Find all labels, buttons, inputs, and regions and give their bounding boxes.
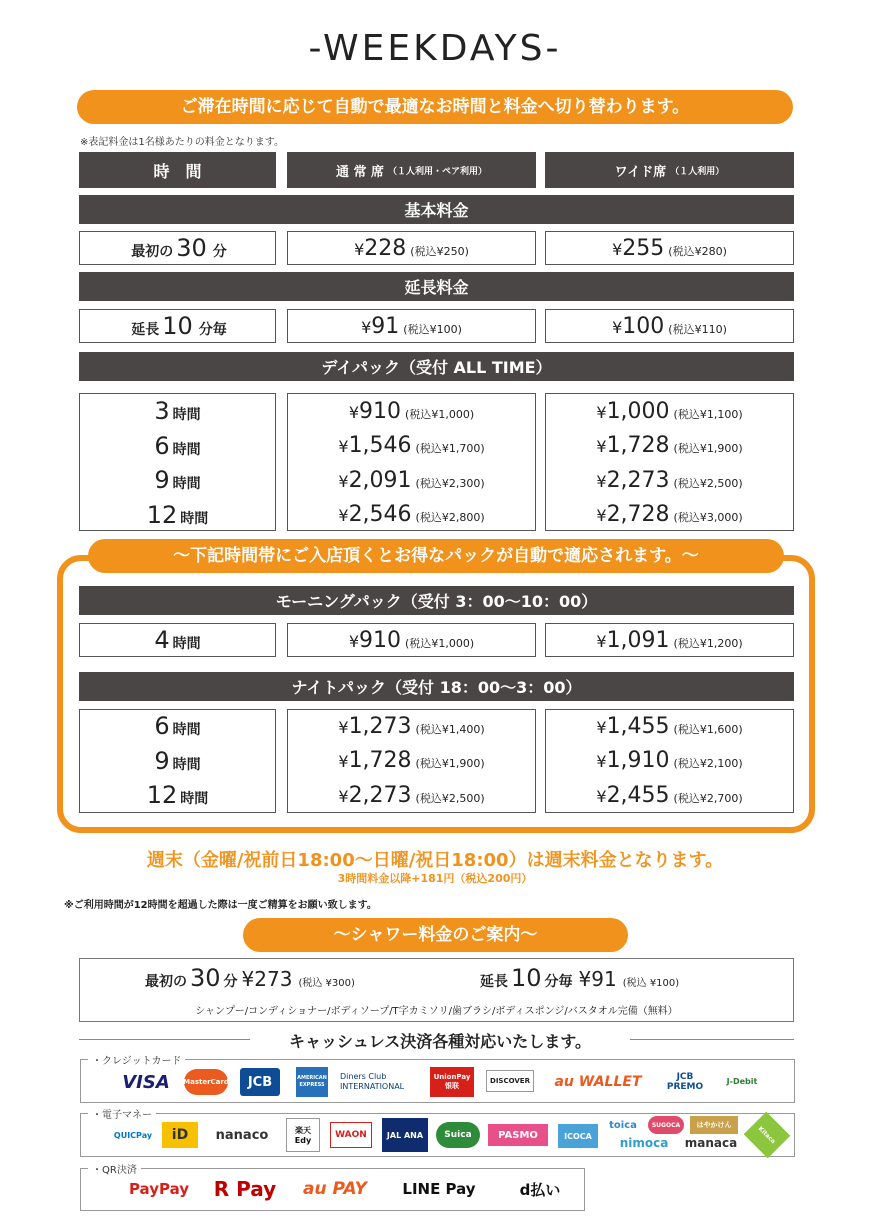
shower-first-num: 30 (190, 964, 221, 992)
extension-label (79, 309, 276, 343)
shower-ext-price: ¥91 (578, 967, 617, 991)
night-wide-cell (545, 710, 794, 742)
wide-price: 1,091 (606, 627, 670, 653)
hours-num: 4 (154, 626, 170, 654)
line-pay-logo: LINE Pay (402, 1180, 476, 1198)
hours-unit: 時間 (180, 791, 209, 807)
shower-first-tax: (税込 ¥300) (298, 978, 355, 989)
extension-normal (287, 309, 536, 343)
night-normal-cell (287, 745, 536, 777)
daypack-hours-cell (79, 499, 276, 531)
morning-normal-cell (287, 624, 536, 656)
header-time (79, 152, 276, 188)
hours-unit: 時間 (172, 636, 201, 652)
wide-price: 1,910 (606, 748, 670, 773)
wide-price: 2,455 (606, 782, 670, 808)
wide-price: 2,273 (606, 467, 670, 493)
normal-price: 910 (359, 398, 402, 424)
normal-tax: (税込¥2,500) (415, 791, 485, 805)
basic-normal-price: 228 (364, 235, 407, 261)
shower-banner: ～シャワー料金のご案内～ (243, 918, 628, 952)
shower-ext (480, 964, 679, 992)
night-hours-cell (79, 745, 276, 777)
sugoca-logo: SUGOCA (648, 1116, 684, 1134)
diners-logo: Diners Club INTERNATIONAL (340, 1072, 405, 1091)
hours-unit: 時間 (180, 510, 209, 527)
extension-heading: 延長料金 (79, 272, 794, 301)
page-title: -WEEKDAYS- (308, 28, 562, 69)
yen-sign: ¥ (338, 752, 349, 771)
daypack-heading: デイパック（受付 ALL TIME） (79, 352, 794, 381)
yen-sign: ¥ (338, 786, 349, 806)
tax-note: ※表記料金は1名様あたりの料金となります。 (80, 137, 284, 148)
header-wide (545, 152, 794, 188)
daypack-hours-cell (79, 464, 276, 496)
shower-ext-post: 分毎 (544, 974, 573, 990)
daypack-wide-cell (545, 430, 794, 462)
pasmo-logo: PASMO (488, 1124, 548, 1146)
hours-unit: 時間 (172, 441, 201, 458)
extension-label-num: 10 (162, 312, 193, 340)
night-hours-cell (79, 779, 276, 811)
id-logo: iD (162, 1122, 198, 1148)
night-wide-cell (545, 745, 794, 777)
icoca-logo: ICOCA (558, 1124, 598, 1148)
yen-sign: ¥ (596, 402, 607, 422)
hours-num: 3 (154, 397, 170, 425)
wide-price: 2,728 (606, 502, 670, 527)
hours-num: 9 (154, 746, 170, 775)
daypack-normal-cell (287, 464, 536, 496)
yen-sign: ¥ (596, 786, 607, 806)
basic-wide-tax: (税込¥280) (668, 244, 727, 258)
visa-logo: VISA (122, 1071, 170, 1093)
quicpay-logo: QUICPay (113, 1130, 153, 1140)
jal-ana-logo: JAL ANA (382, 1118, 428, 1152)
night-heading: ナイトパック（受付 18：00～3：00） (79, 672, 794, 701)
daypack-wide-cell (545, 395, 794, 427)
d-barai-logo: d払い (519, 1180, 561, 1199)
basic-label-num: 30 (176, 234, 207, 262)
daypack-hours-cell (79, 395, 276, 427)
over12-note: ※ご利用時間が12時間を超過した際は一度ご精算をお願い致します。 (64, 900, 377, 911)
wide-tax: (税込¥1,200) (673, 636, 743, 650)
shower-ext-num: 10 (511, 964, 542, 992)
header-normal-label: 通 常 席 (335, 164, 385, 180)
jcb-logo: JCB (240, 1068, 280, 1096)
basic-label (79, 231, 276, 265)
normal-price: 2,091 (348, 467, 412, 493)
kitaca-logo: Kitaca (744, 1112, 791, 1159)
normal-price: 1,728 (348, 748, 412, 773)
mastercard-logo: MasterCard (184, 1069, 228, 1095)
daypack-wide-cell (545, 499, 794, 531)
wide-price: 1,000 (606, 398, 670, 424)
hours-unit: 時間 (172, 476, 201, 492)
night-normal-cell (287, 779, 536, 811)
jcb-premo-logo: JCB PREMO (666, 1072, 704, 1092)
basic-wide (545, 231, 794, 265)
normal-tax: (税込¥2,300) (415, 476, 485, 490)
wide-tax: (税込¥1,900) (673, 442, 743, 455)
extension-wide (545, 309, 794, 343)
hours-num: 6 (154, 431, 170, 460)
hayakaken-logo: はやかけん (690, 1116, 738, 1134)
yen-sign: ¥ (612, 317, 623, 337)
daypack-normal-cell (287, 499, 536, 531)
night-hours-cell (79, 710, 276, 742)
yen-sign: ¥ (596, 631, 607, 651)
wide-price: 1,455 (606, 713, 670, 739)
hours-unit: 時間 (172, 722, 201, 738)
au-pay-logo: au PAY (303, 1179, 367, 1199)
yen-sign: ¥ (612, 239, 623, 259)
discover-logo: DISCOVER (486, 1070, 534, 1092)
wide-price: 1,728 (606, 433, 670, 458)
yen-sign: ¥ (348, 402, 360, 422)
wide-tax: (税込¥2,100) (673, 757, 743, 770)
night-wide-cell (545, 779, 794, 811)
auto-switch-banner: ご滞在時間に応じて自動で最適なお時間と料金へ切り替わります。 (77, 90, 793, 124)
extension-normal-price: 91 (371, 313, 400, 339)
edy-logo: 楽天 Edy (286, 1118, 320, 1152)
header-wide-sub: （１人利用） (670, 166, 725, 177)
paypay-logo: PayPay (128, 1180, 190, 1198)
yen-sign: ¥ (596, 717, 607, 737)
rpay-logo: R Pay (213, 1177, 277, 1201)
yen-sign: ¥ (596, 471, 607, 491)
yen-sign: ¥ (596, 437, 607, 456)
morning-heading: モーニングパック（受付 3：00～10：00） (79, 586, 794, 615)
normal-price: 2,273 (348, 782, 412, 808)
shower-first-post: 分 (223, 974, 238, 990)
amex-logo: AMERICAN EXPRESS (296, 1067, 328, 1097)
normal-price: 910 (359, 627, 402, 653)
basic-heading: 基本料金 (79, 195, 794, 224)
shower-first (145, 964, 355, 992)
wide-tax: (税込¥2,500) (673, 476, 743, 490)
extension-wide-price: 100 (622, 313, 665, 339)
header-normal-sub: （１人利用・ペア利用） (388, 166, 488, 177)
yen-sign: ¥ (354, 239, 365, 259)
manaca-logo: manaca (684, 1136, 738, 1150)
extension-label-pre: 延長 (131, 322, 160, 338)
basic-normal-tax: (税込¥250) (410, 244, 469, 258)
hours-num: 12 (146, 781, 178, 809)
daypack-hours-cell (79, 430, 276, 462)
basic-label-pre: 最初の (131, 244, 174, 260)
wide-tax: (税込¥1,100) (673, 407, 743, 421)
hours-num: 6 (154, 712, 170, 740)
morning-wide-cell (545, 624, 794, 656)
yen-sign: ¥ (338, 506, 349, 525)
nanaco-logo: nanaco (215, 1127, 269, 1143)
basic-wide-price: 255 (622, 235, 665, 261)
credit-label: ・クレジットカード (88, 1052, 185, 1067)
hours-num: 9 (154, 466, 170, 494)
shower-ext-pre: 延長 (480, 974, 508, 990)
normal-tax: (税込¥2,800) (415, 511, 485, 524)
normal-tax: (税込¥1,000) (405, 407, 475, 421)
yen-sign: ¥ (338, 471, 349, 491)
wide-tax: (税込¥1,600) (673, 722, 743, 736)
basic-normal (287, 231, 536, 265)
daypack-normal-cell (287, 430, 536, 462)
shower-amenities: シャンプー/コンディショナー/ボディソープ/T字カミソリ/歯ブラシ/ボディスポンジ/バスタオル完備（無料） (195, 1006, 678, 1017)
weekend-note: 週末（金曜/祝前日18:00～日曜/祝日18:00）は週末料金となります。 (146, 850, 724, 871)
normal-tax: (税込¥1,700) (415, 442, 485, 455)
unionpay-logo: UnionPay 银联 (430, 1067, 474, 1097)
yen-sign: ¥ (361, 317, 372, 337)
qr-label: ・QR決済 (88, 1161, 141, 1176)
extension-label-post: 分毎 (198, 322, 227, 338)
shower-first-pre: 最初の (145, 974, 187, 990)
morning-hours-cell (79, 624, 276, 656)
weekend-sub: 3時間料金以降+181円（税込200円） (337, 872, 533, 885)
shower-first-price: ¥273 (241, 967, 293, 991)
wide-tax: (税込¥2,700) (673, 791, 743, 805)
daypack-wide-cell (545, 464, 794, 496)
yen-sign: ¥ (348, 631, 360, 651)
header-normal (287, 152, 536, 188)
auto-pack-banner: ～下記時間帯にご入店頂くとお得なパックが自動で適応されます。～ (88, 539, 784, 573)
j-debit-logo: J-Debit (726, 1076, 758, 1086)
suica-logo: Suica (436, 1122, 480, 1148)
au-wallet-logo: au WALLET (554, 1074, 642, 1090)
extension-wide-tax: (税込¥110) (668, 322, 727, 336)
hours-unit: 時間 (172, 756, 201, 773)
yen-sign: ¥ (596, 506, 607, 525)
nimoca-logo: nimoca (619, 1136, 669, 1150)
waon-logo: WAON (330, 1122, 372, 1148)
normal-tax: (税込¥1,400) (415, 722, 485, 736)
normal-price: 1,546 (348, 433, 412, 458)
shower-ext-tax: (税込 ¥100) (622, 978, 680, 989)
yen-sign: ¥ (338, 437, 349, 456)
toica-logo: toica (609, 1119, 637, 1131)
hours-num: 12 (146, 500, 178, 529)
extension-normal-tax: (税込¥100) (403, 322, 462, 336)
cashless-heading: キャッシュレス決済各種対応いたします。 (250, 1029, 630, 1052)
hours-unit: 時間 (172, 407, 201, 423)
emoney-label: ・電子マネー (88, 1106, 156, 1121)
normal-tax: (税込¥1,900) (415, 757, 485, 770)
night-normal-cell (287, 710, 536, 742)
basic-label-post: 分 (212, 244, 227, 260)
daypack-normal-cell (287, 395, 536, 427)
normal-tax: (税込¥1,000) (405, 636, 475, 650)
header-wide-label: ワイド席 (614, 164, 667, 180)
yen-sign: ¥ (338, 717, 349, 737)
yen-sign: ¥ (596, 752, 607, 771)
normal-price: 1,273 (348, 713, 412, 739)
normal-price: 2,546 (348, 502, 412, 527)
wide-tax: (税込¥3,000) (673, 511, 743, 524)
header-time-label: 時 間 (153, 161, 202, 181)
